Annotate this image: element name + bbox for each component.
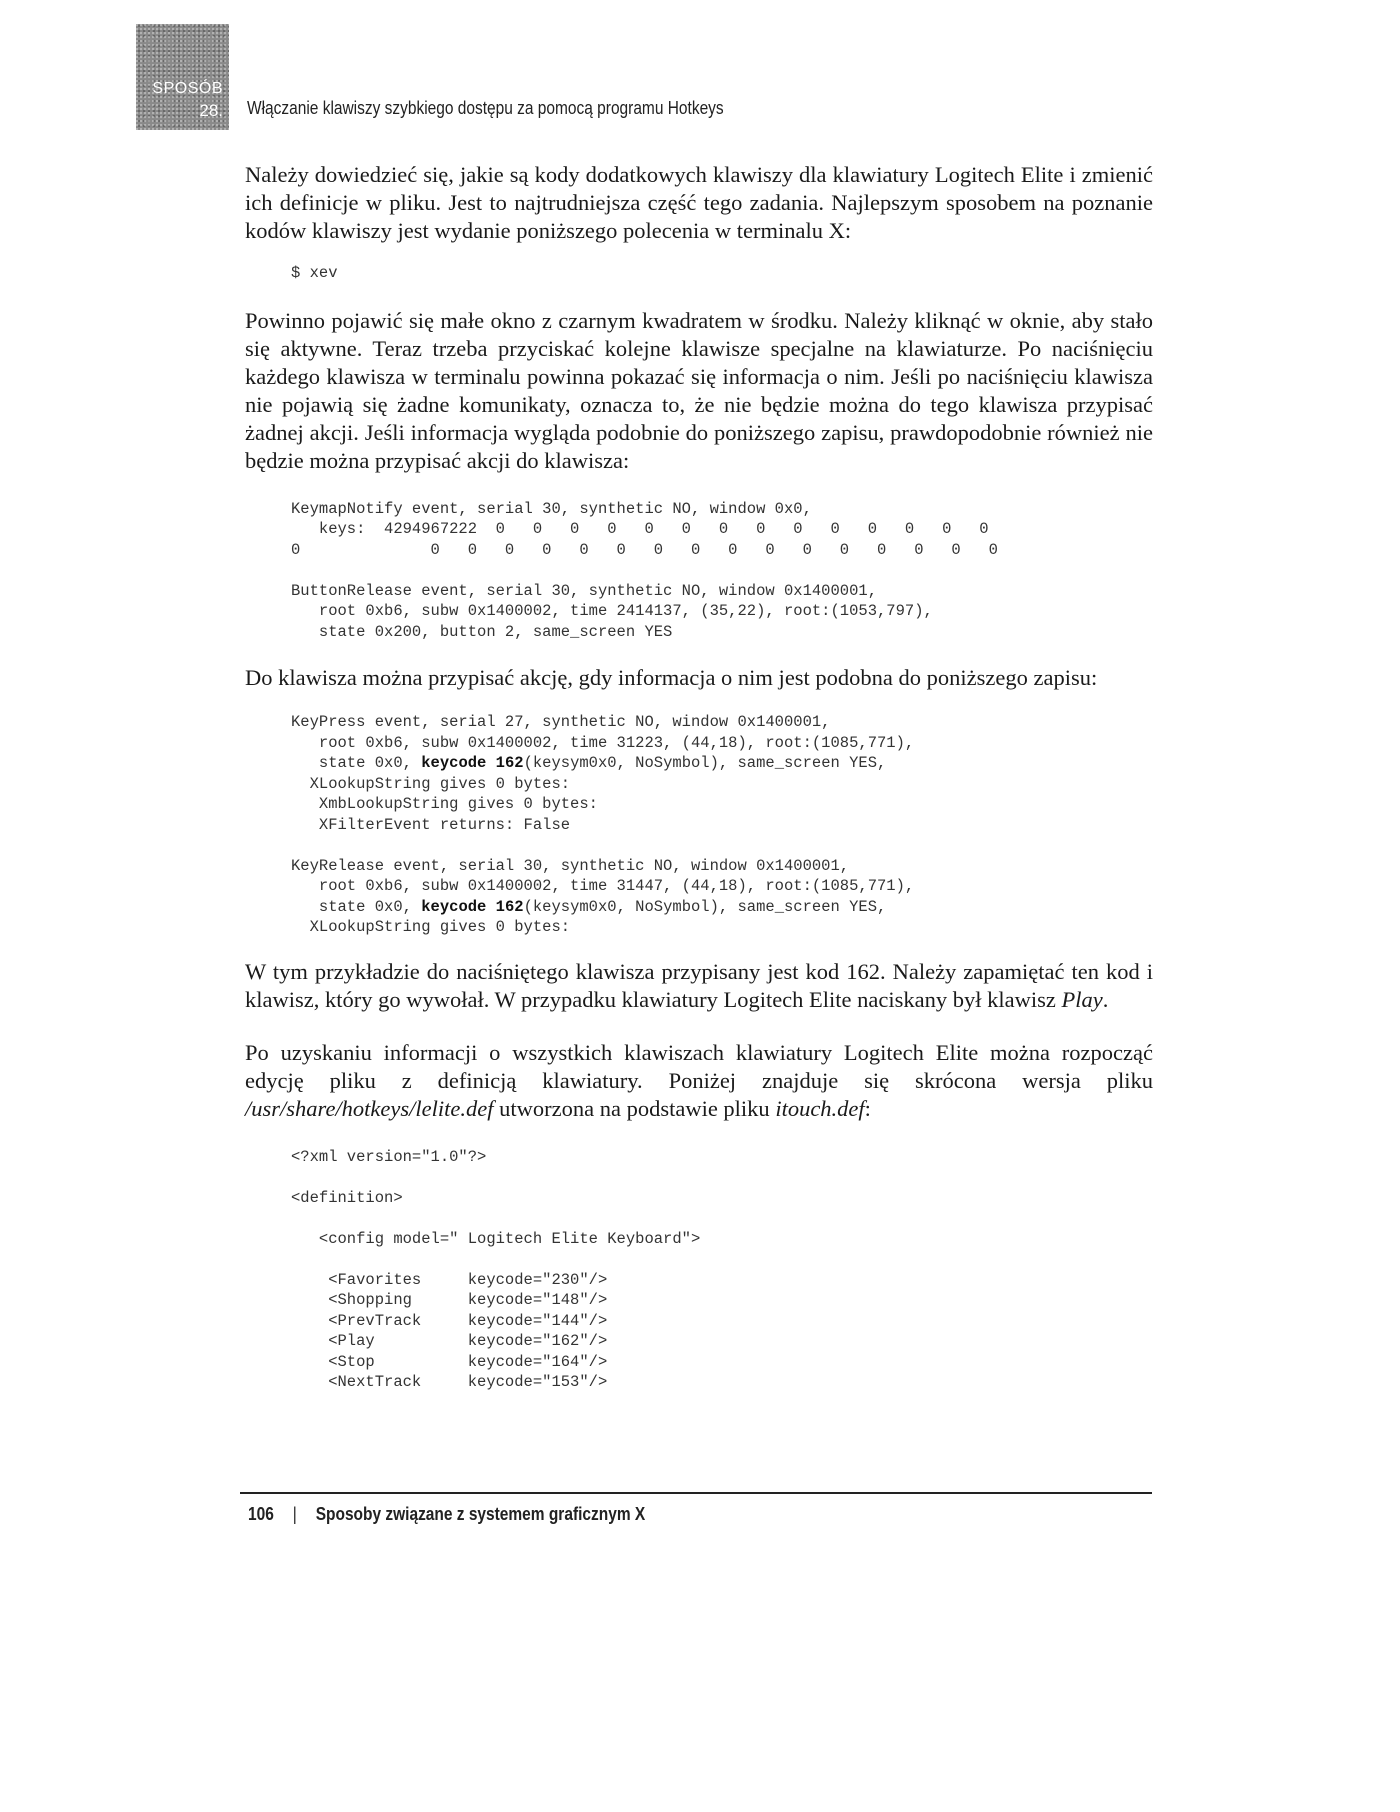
chapter-title: Sposoby związane z systemem graficznym X xyxy=(315,1504,646,1524)
code-keypress-part-3: (keysym0x0, NoSymbol), same_screen YES, XLookupString gives 0 bytes: xyxy=(309,897,887,936)
code-keypress-part-2: (keysym0x0, NoSymbol), same_screen YES, XLookupString gives 0 bytes: XmbLookupString gives 0 bytes: XFilterEvent returns: False KeyRelease event, serial 30, synthetic NO, window 0x1400001, root 0xb6, subw 0x1400002, time 31447, (44,18), root:(1085,771), state 0x0, xyxy=(291,754,915,916)
code-keypress xyxy=(245,712,1153,938)
keycode-highlight-1: keycode 162 xyxy=(421,754,524,772)
paragraph-5-end: : xyxy=(864,1095,871,1121)
file-name-itouch: itouch.def xyxy=(775,1095,865,1121)
file-path-lelite: /usr/share/hotkeys/lelite.def xyxy=(245,1095,494,1121)
badge-label: SPOSÓB xyxy=(152,80,223,97)
footer-separator: | xyxy=(292,1504,297,1524)
section-badge xyxy=(136,24,229,130)
running-header: Włączanie klawiszy szybkiego dostępu za pomocą programu Hotkeys xyxy=(247,98,724,118)
paragraph-3: Do klawisza można przypisać akcję, gdy informacja o nim jest podobna do poniższego zapisu: xyxy=(245,665,1098,690)
paragraph-2: Powinno pojawić się małe okno z czarnym kwadratem w środku. Należy kliknąć w oknie, aby stało się aktywne. Teraz trzeba przyciskać kolejne klawisze specjalne na klawiaturze. Po naciśnięciu każdego klawisza w terminalu powinna pokazać się informacja o nim. Jeśli po naciśnięciu klawisza nie pojawią się żadne komunikaty, oznacza to, że nie będzie można do tego klawisza przypisać żadnej akcji. Jeśli informacja wygląda podobnie do poniższego zapisu, prawdopodobnie również nie będzie można przypisać akcji do klawisza: xyxy=(245,307,1153,473)
code-definition-xml: <?xml version="1.0"?> <definition> <config model=" Logitech Elite Keyboard"> <Favorites keycode="230"/> <Shopping keycode="148"/> <PrevTrack keycode="144"/> <Play keycode="162"/> <Stop keycode="164"/> <NextTrack keycode="153"/> xyxy=(291,1147,701,1391)
paragraph-4-text: W tym przykładzie do naciśniętego klawisza przypisany jest kod 162. Należy zapamiętać ten kod i klawisz, który go wywołał. W przypadku klawiatury Logitech Elite naciskany był klawisz xyxy=(245,958,1153,1012)
page-body xyxy=(245,161,1153,1393)
code-keymapnotify: KeymapNotify event, serial 30, synthetic NO, window 0x0, keys: 4294967222 0 0 0 0 0 0 0 0 0 0 0 0 0 0 0 0 0 0 0 0 0 0 0 0 0 0 0 0 0 0 0 ButtonRelease event, serial 30, synthetic NO, window 0x1400001, root 0xb6, subw 0x1400002, time 2414137, (35,22), root:(1053,797), state 0x200, button 2, same_screen YES xyxy=(291,499,998,641)
paragraph-5 xyxy=(245,1039,1153,1123)
page-number: 106 xyxy=(248,1504,274,1524)
paragraph-5-mid: utworzona na podstawie pliku xyxy=(493,1095,776,1121)
keycode-highlight-2: keycode 162 xyxy=(421,897,524,916)
badge-number: 28. xyxy=(199,101,223,120)
page-footer xyxy=(248,1504,645,1525)
key-name-play: Play xyxy=(1061,986,1103,1012)
code-xev: $ xev xyxy=(291,264,338,282)
paragraph-4 xyxy=(245,958,1153,1014)
paragraph-1: Należy dowiedzieć się, jakie są kody dodatkowych klawiszy dla klawiatury Logitech Elite i zmienić ich definicje w pliku. Jest to najtrudniejsza część tego zadania. Najlepszym sposobem na poznanie kodów klawiszy jest wydanie poniższego polecenia w terminalu X: xyxy=(245,162,1153,243)
paragraph-4-end: . xyxy=(1102,986,1109,1012)
footer-rule xyxy=(240,1492,1152,1494)
code-keypress-part-1: KeyPress event, serial 27, synthetic NO, window 0x1400001, root 0xb6, subw 0x1400002, time 31223, (44,18), root:(1085,771), state 0x0, xyxy=(291,713,915,772)
paragraph-5-text: Po uzyskaniu informacji o wszystkich klawiszach klawiatury Logitech Elite można rozpocząć edycję pliku z definicją klawiatury. Poniżej znajduje się skrócona wersja pliku xyxy=(245,1039,1153,1093)
